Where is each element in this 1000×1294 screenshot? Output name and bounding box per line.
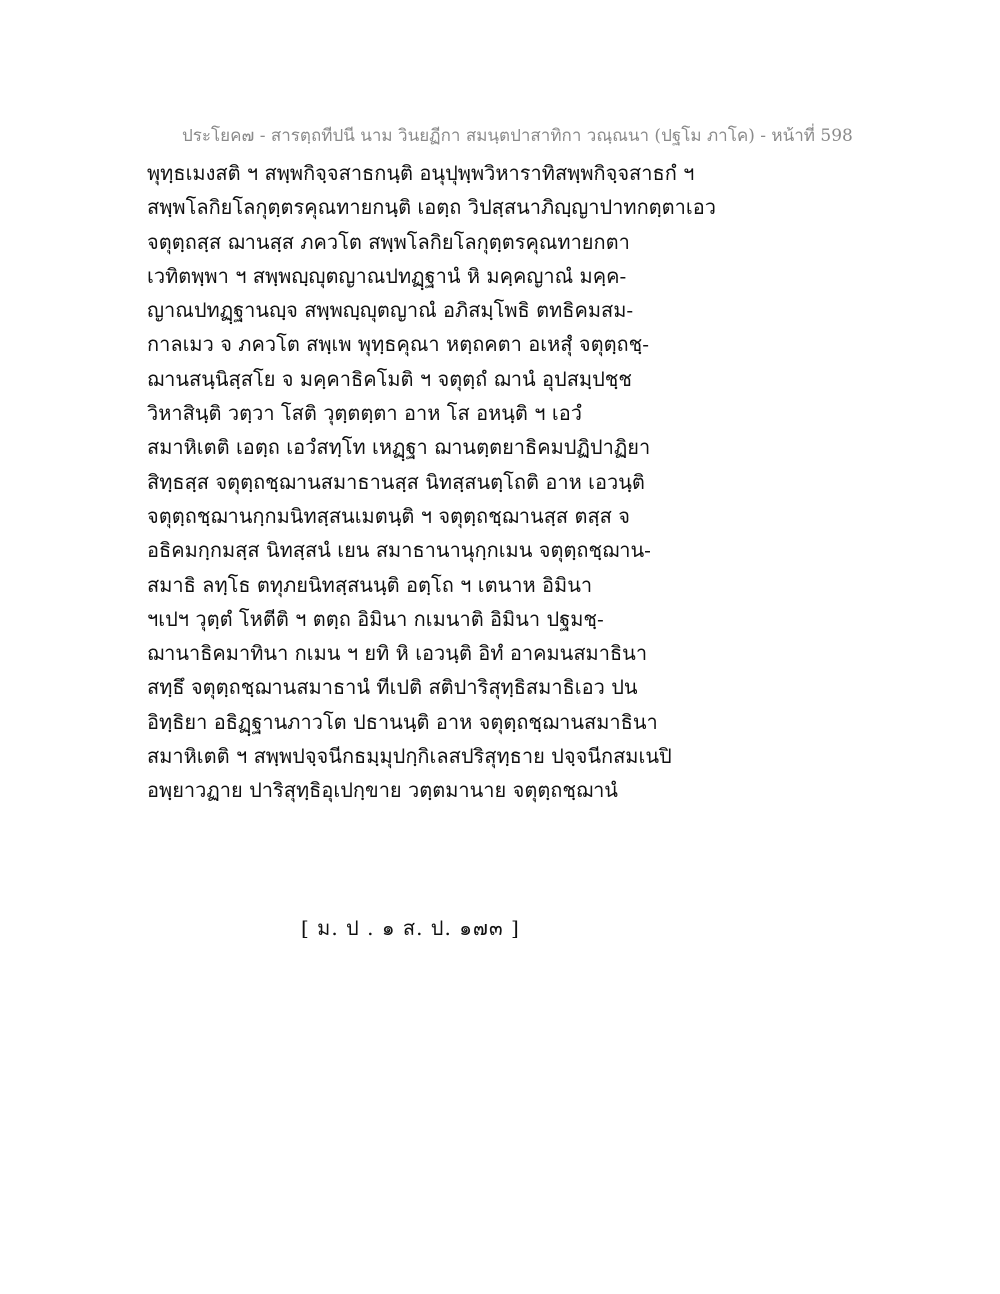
text-line-9: สมาหิเตติ เอตฺถ เอวํสทฺโท เหฏฺฐา ฌานตฺตยาธิคมปฏิปาฏิยา: [147, 435, 651, 460]
text-line-18: สมาหิเตติ ฯ สพฺพปจฺจนีกธมฺมุปกฺกิเลสปริสุทฺธาย ปจฺจนีกสมเนปิ: [147, 744, 672, 769]
text-line-3: จตุตฺถสฺส ฌานสฺส ภควโต สพฺพโลกิยโลกุตฺตรคุณทายกตา: [147, 229, 630, 254]
running-header: ประโยค๗ - สารตฺถทีปนี นาม วินยฏีกา สมนฺตปาสาทิกา วณฺณนา (ปฐโม ภาโค) - หน้าที่ 598: [182, 126, 853, 146]
source-reference: [ ม. ป . ๑ ส. ป. ๑๗๓ ]: [301, 916, 520, 940]
text-line-15: ฌานาธิคมาทินา กเมน ฯ ยทิ หิ เอวนฺติ อิทํ อาคมนสมาธินา: [147, 641, 648, 666]
text-line-11: จตุตฺถชฺฌานกฺกมนิทสฺสนเมตนฺติ ฯ จตุตฺถชฺฌานสฺส ตสฺส จ: [147, 503, 630, 528]
text-line-13: สมาธิ ลทฺโธ ตทุภยนิทสฺสนนฺติ อตฺโถ ฯ เตนาห อิมินา: [147, 572, 593, 597]
text-line-1: พุทฺธเมงสติ ฯ สพฺพกิจฺจสาธกนฺติ อนุปุพฺพวิหาราทิสพฺพกิจฺจสาธกํ ฯ: [147, 161, 695, 185]
text-line-7: ฌานสนฺนิสฺสโย จ มคฺคาธิคโมติ ฯ จตุตฺถํ ฌานํ อุปสมฺปชฺช: [147, 366, 632, 391]
text-line-5: ญาณปทฏฺฐานญฺจ สพฺพญฺญุตญาณํ อภิสมฺโพธิ ตทธิคมสม-: [147, 298, 634, 323]
text-line-10: สิทฺธสฺส จตุตฺถชฺฌานสมาธานสฺส นิทสฺสนตฺโถติ อาห เอวนฺติ: [147, 469, 645, 494]
text-line-2: สพฺพโลกิยโลกุตฺตรคุณทายกนฺติ เอตฺถ วิปสฺสนาภิญฺญาปาทกตฺตาเอว: [147, 195, 716, 220]
text-line-16: สทฺธึ จตุตฺถชฺฌานสมาธานํ ทีเปติ สติปาริสุทฺธิสมาธิเอว ปน: [147, 675, 638, 700]
text-line-4: เวทิตพฺพา ฯ สพฺพญฺญุตญาณปทฏฺฐานํ หิ มคฺคญาณํ มคฺค-: [147, 263, 627, 288]
text-line-6: กาลเมว จ ภควโต สพฺเพ พุทฺธคุณา หตฺถคตา อเหสุํ จตุตฺถชฺ-: [147, 332, 649, 357]
text-line-17: อิทฺธิยา อธิฏฺฐานภาวโต ปธานนฺติ อาห จตุตฺถชฺฌานสมาธินา: [147, 709, 658, 734]
text-line-19: อพฺยาวฏาย ปาริสุทฺธิอุเปกฺขาย วตฺตมานาย จตุตฺถชฺฌานํ: [147, 778, 618, 803]
body-text: [147, 156, 867, 808]
text-line-8: วิหาสินฺติ วตฺวา โสติ วุตฺตตฺตา อาห โส อหนฺติ ฯ เอวํ: [147, 401, 582, 426]
text-line-14: ฯเปฯ วุตฺตํ โหตีติ ฯ ตตฺถ อิมินา กเมนาติ อิมินา ปฐมชฺ-: [147, 606, 604, 631]
text-line-12: อธิคมกฺกมสฺส นิทสฺสนํ เยน สมาธานานุกฺกเมน จตุตฺถชฺฌาน-: [147, 538, 651, 563]
